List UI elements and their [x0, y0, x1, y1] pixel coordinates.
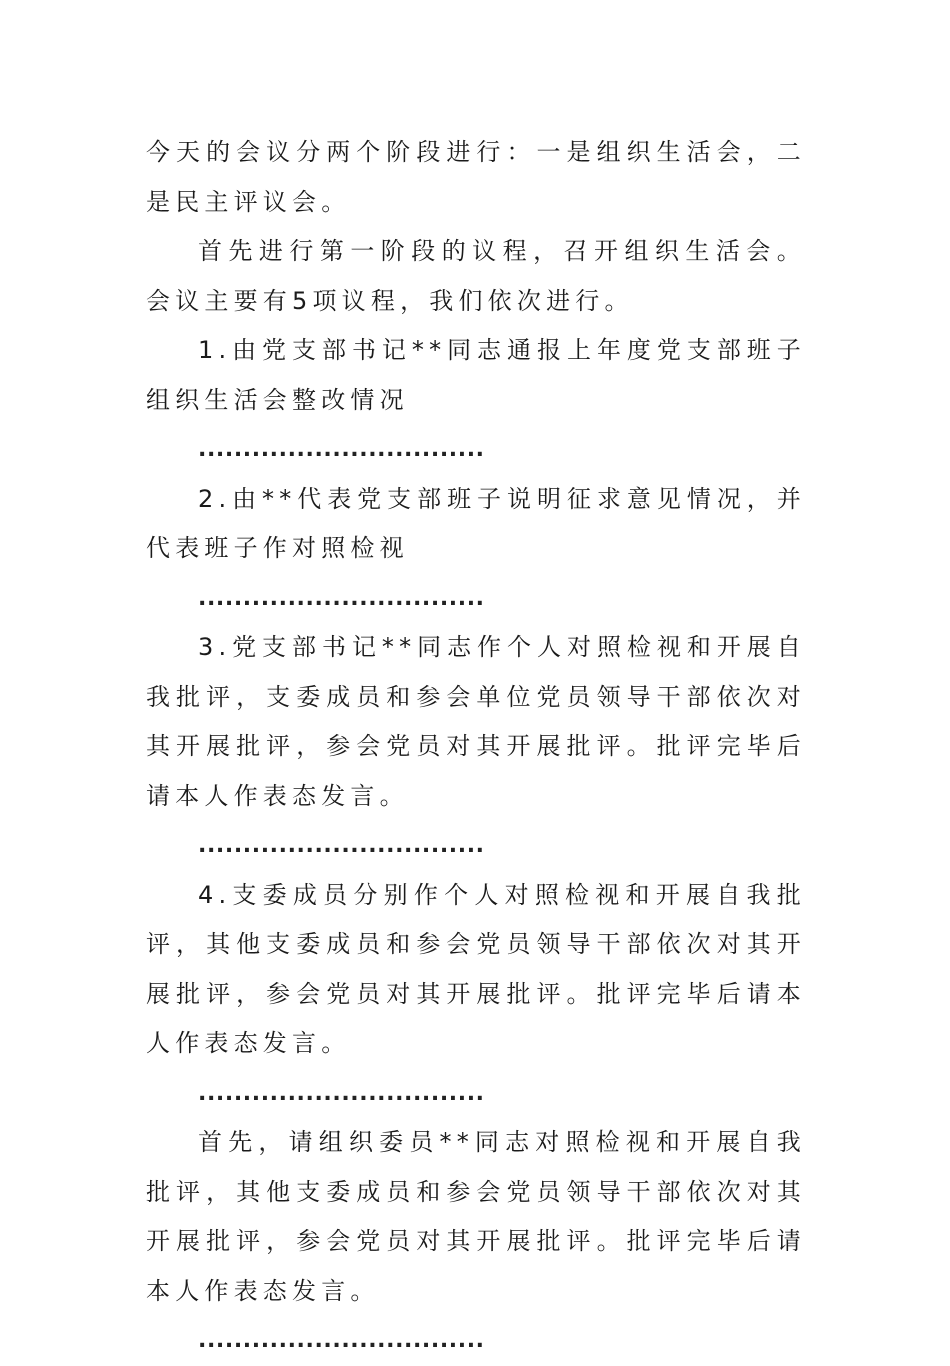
ellipsis-separator: ................................ [198, 1080, 485, 1106]
ellipsis-separator: ................................ [198, 833, 485, 858]
agenda-item-3: 3.党支部书记**同志作个人对照检视和开展自我批评，支委成员和参会单位党员领导干部依次对其开展批评，参会党员对其开展批评。批评完毕后请本人作表态发言。 [146, 633, 806, 810]
ellipsis-separator: ................................ [198, 1328, 485, 1353]
paragraph-first-stage: 首先进行第一阶段的议程，召开组织生活会。会议主要有5项议程，我们依次进行。 [146, 237, 806, 315]
ellipsis-separator: ................................ [198, 585, 485, 611]
document-body [146, 128, 806, 1366]
agenda-item-2: 2.由**代表党支部班子说明征求意见情况，并代表班子作对照检视 [146, 484, 806, 562]
agenda-item-1: 1.由党支部书记**同志通报上年度党支部班子组织生活会整改情况 [146, 336, 806, 414]
agenda-item-4: 4.支委成员分别作个人对照检视和开展自我批评，其他支委成员和参会党员领导干部依次对其开展批评，参会党员对其开展批评。批评完毕后请本人作表态发言。 [146, 880, 806, 1057]
paragraph-meeting-stages: 今天的会议分两个阶段进行：一是组织生活会，二是民主评议会。 [146, 138, 806, 216]
paragraph-organization-member: 首先，请组织委员**同志对照检视和开展自我批评，其他支委成员和参会党员领导干部依次对其开展批评，参会党员对其开展批评。批评完毕后请本人作表态发言。 [146, 1128, 806, 1305]
ellipsis-separator: ................................ [198, 437, 485, 462]
